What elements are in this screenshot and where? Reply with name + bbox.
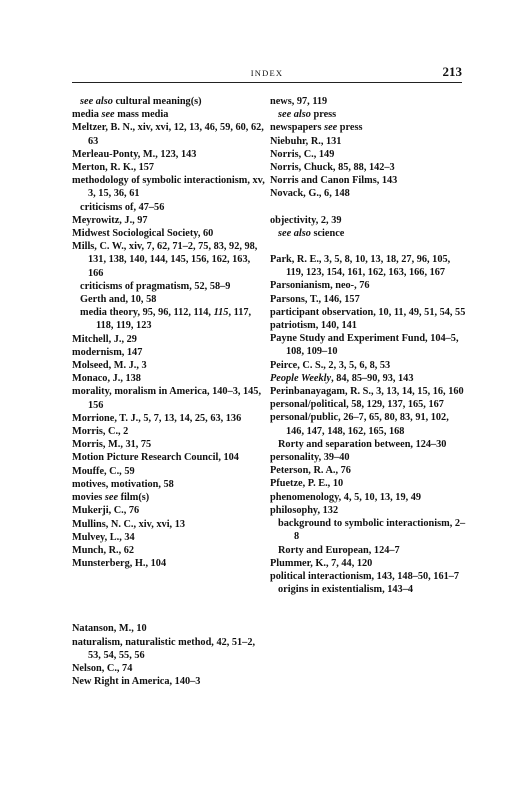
index-subentry: Gerth and, 10, 58 (80, 294, 157, 306)
running-title: INDEX (250, 68, 284, 78)
index-column-right (270, 95, 468, 596)
index-entry: methodology of symbolic interactionism, xv, 3, 15, 36, 61 (72, 175, 265, 200)
index-entry: participant observation, 10, 11, 49, 51, 54, 55 (270, 306, 466, 318)
index-entry: Norris, C., 149 (270, 148, 335, 160)
index-entry: Pfuetze, P. E., 10 (270, 478, 344, 490)
index-entry: Parsonianism, neo-, 76 (270, 280, 370, 292)
index-entry: Meyrowitz, J., 97 (72, 214, 148, 226)
index-entry: Mullins, N. C., xiv, xvi, 13 (72, 518, 185, 530)
index-subentry: see also press (278, 109, 337, 121)
index-entry: naturalism, naturalistic method, 42, 51–2, 53, 54, 55, 56 (72, 636, 256, 661)
index-subentry: see also science (278, 227, 345, 239)
index-entry: Natanson, M., 10 (72, 623, 147, 635)
index-entry: Meltzer, B. N., xiv, xvi, 12, 13, 46, 59, 60, 62, 63 (72, 122, 264, 147)
index-subentry: Rorty and European, 124–7 (278, 544, 400, 556)
index-entry: Mouffe, C., 59 (72, 465, 135, 477)
index-entry: motives, motivation, 58 (72, 478, 174, 490)
index-entry: news, 97, 119 (270, 96, 328, 107)
page-number: 213 (442, 64, 462, 79)
index-entry: personality, 39–40 (270, 452, 350, 464)
index-entry: modernism, 147 (72, 346, 143, 358)
index-entry: philosophy, 132 (270, 504, 339, 516)
index-entry: Plummer, K., 7, 44, 120 (270, 557, 373, 569)
index-entry: Munch, R., 62 (72, 544, 135, 556)
index-subentry: background to symbolic interactionism, 2–8 (278, 518, 466, 543)
index-subentry: Rorty and separation between, 124–30 (278, 438, 447, 450)
index-entry: Merleau-Ponty, M., 123, 143 (72, 148, 197, 160)
index-entry: Payne Study and Experiment Fund, 104–5, 108, 109–10 (270, 333, 459, 358)
index-entry: Peirce, C. S., 2, 3, 5, 6, 8, 53 (270, 359, 391, 371)
section-gap (270, 201, 468, 214)
index-entry: objectivity, 2, 39 (270, 214, 342, 226)
index-entry: Peterson, R. A., 76 (270, 465, 351, 477)
index-subentry: origins in existentialism, 143–4 (278, 584, 414, 596)
index-entry: Nelson, C., 74 (72, 662, 133, 674)
index-entry: Parsons, T., 146, 157 (270, 293, 360, 305)
index-entry: Morris, C., 2 (72, 426, 129, 438)
index-subentry: criticisms of pragmatism, 52, 58–9 (80, 280, 231, 292)
index-entry: Morrione, T. J., 5, 7, 13, 14, 25, 63, 136 (72, 412, 242, 424)
index-entry: Novack, G., 6, 148 (270, 188, 350, 200)
index-entry: Munsterberg, H., 104 (72, 558, 167, 570)
index-entry: Monaco, J., 138 (72, 373, 141, 385)
index-entry: personal/political, 58, 129, 137, 165, 167 (270, 399, 444, 411)
index-entry: People Weekly, 84, 85–90, 93, 143 (270, 372, 414, 384)
index-entry: Perinbanayagam, R. S., 3, 13, 14, 15, 16, 160 (270, 386, 464, 398)
index-entry: Norris, Chuck, 85, 88, 142–3 (270, 162, 395, 174)
index-entry: Motion Picture Research Council, 104 (72, 452, 239, 464)
section-gap (270, 240, 468, 253)
section-gap (72, 570, 268, 622)
index-subentry: criticisms of, 47–56 (80, 201, 165, 213)
index-entry: media see mass media (72, 109, 169, 121)
index-entry: Morris, M., 31, 75 (72, 439, 152, 451)
index-subentry: see also cultural meaning(s) (80, 96, 202, 107)
index-entry: Mukerji, C., 76 (72, 505, 140, 517)
index-entry: Mills, C. W., xiv, 7, 62, 71–2, 75, 83, 92, 98, 131, 138, 140, 144, 145, 156, 162, 163, 166 (72, 241, 258, 279)
index-entry: Midwest Sociological Society, 60 (72, 228, 214, 240)
index-entry: Park, R. E., 3, 5, 8, 10, 13, 18, 27, 96, 105, 119, 123, 154, 161, 162, 163, 166, 167 (270, 254, 451, 279)
page-header (72, 64, 462, 84)
index-entry: newspapers see press (270, 122, 363, 134)
index-entry: Mulvey, L., 34 (72, 531, 135, 543)
index-entry: phenomenology, 4, 5, 10, 13, 19, 49 (270, 491, 422, 503)
index-column-left (72, 95, 268, 688)
index-entry: Norris and Canon Films, 143 (270, 175, 398, 187)
index-entry: morality, moralism in America, 140–3, 145, 156 (72, 386, 262, 411)
index-entry: New Right in America, 140–3 (72, 676, 201, 688)
index-entry: Mitchell, J., 29 (72, 333, 137, 345)
index-entry: personal/public, 26–7, 65, 80, 83, 91, 102, 146, 147, 148, 162, 165, 168 (270, 412, 449, 437)
index-entry: movies see film(s) (72, 492, 150, 504)
index-entry: Molseed, M. J., 3 (72, 360, 147, 372)
index-entry: patriotism, 140, 141 (270, 320, 357, 332)
index-entry: Niebuhr, R., 131 (270, 135, 342, 147)
index-entry: Merton, R. K., 157 (72, 162, 155, 174)
index-subentry: media theory, 95, 96, 112, 114, 115, 117, 118, 119, 123 (80, 307, 252, 332)
index-entry: political interactionism, 143, 148–50, 161–7 (270, 570, 460, 582)
header-rule (72, 82, 462, 83)
